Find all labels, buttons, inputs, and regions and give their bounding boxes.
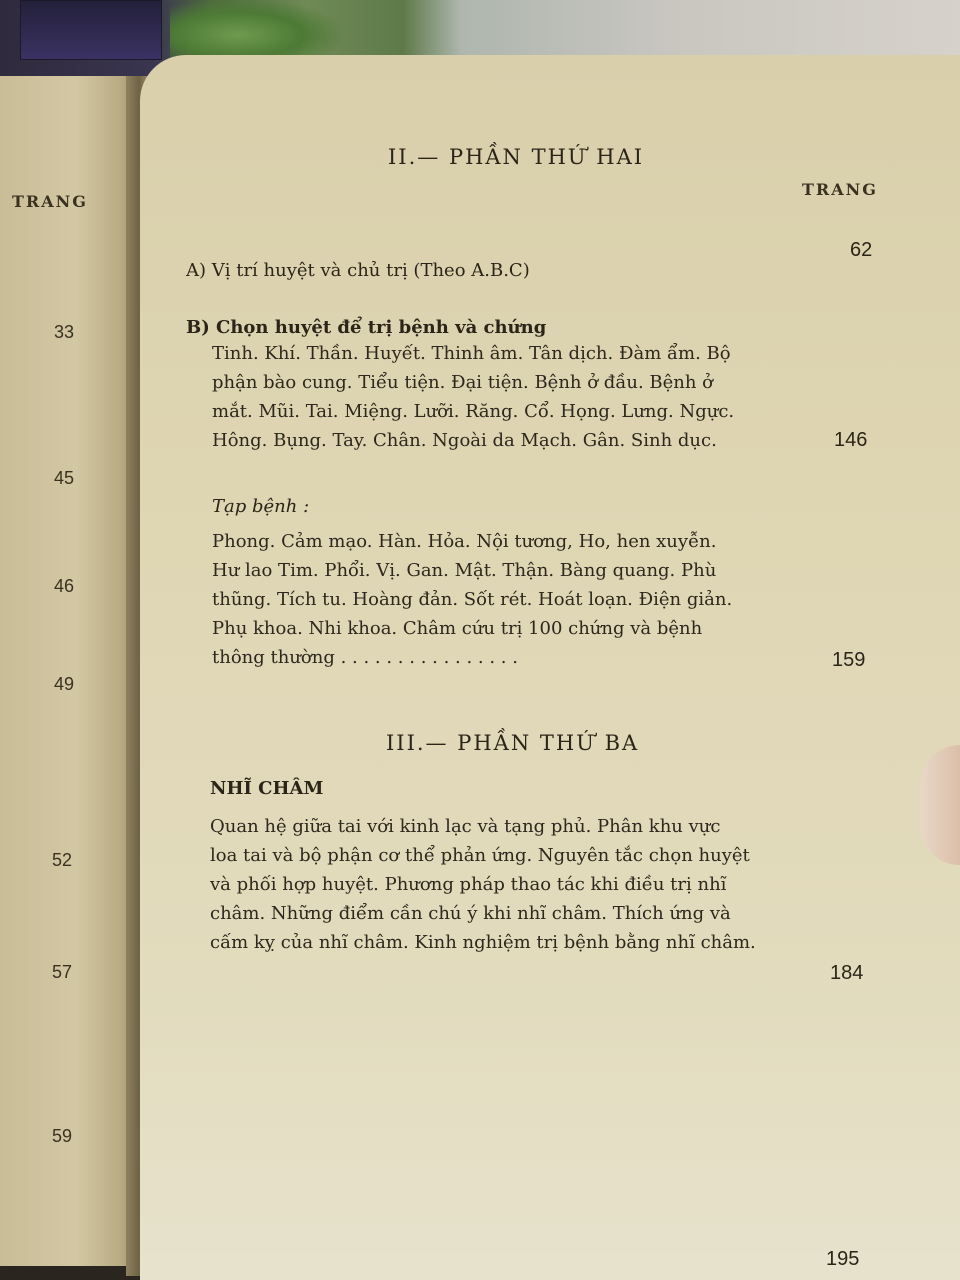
tap-benh-line: Hư lao Tim. Phổi. Vị. Gan. Mật. Thận. Bàng quang. Phù — [212, 560, 717, 581]
left-page-number: 46 — [54, 576, 75, 596]
left-page — [0, 76, 138, 1266]
tap-benh-text — [212, 527, 732, 672]
tap-benh-page: 159 — [832, 649, 866, 671]
item-b-line: Hông. Bụng. Tay. Chân. Ngoài da Mạch. Gân. Sinh dục. — [212, 430, 717, 451]
nhi-cham-line: châm. Những điểm cần chú ý khi nhĩ châm. Thích ứng và — [210, 903, 731, 924]
nhi-cham-line: cấm kỵ của nhĩ châm. Kinh nghiệm trị bệnh bằng nhĩ châm. — [210, 932, 756, 953]
left-page-number: 45 — [54, 468, 75, 488]
tap-benh-line: Phụ khoa. Nhi khoa. Châm cứu trị 100 chứng và bệnh — [212, 618, 703, 639]
nhi-cham-line: Quan hệ giữa tai với kinh lạc và tạng phủ. Phân khu vực — [210, 816, 721, 837]
left-page-number: 49 — [54, 674, 75, 694]
finger — [920, 745, 960, 865]
left-trang-label: TRANG — [12, 192, 88, 211]
nhi-cham-line: và phối hợp huyệt. Phương pháp thao tác khi điều trị nhĩ — [210, 874, 727, 895]
nhi-cham-heading: NHĨ CHÂM — [210, 778, 324, 799]
left-page-number: 57 — [52, 962, 73, 982]
background-book — [20, 0, 162, 60]
item-b-page: 146 — [834, 429, 868, 451]
section-two-heading: II.— PHẦN THỨ HAI — [388, 145, 645, 169]
left-page-number: 33 — [54, 322, 75, 342]
item-b-text — [212, 339, 734, 455]
item-b-label: B) Chọn huyệt để trị bệnh và chứng — [186, 317, 547, 338]
item-a-page: 62 — [850, 239, 873, 261]
tap-benh-line: thông thường . . . . . . . . . . . . . . . . — [212, 647, 518, 668]
nhi-cham-page: 184 — [830, 962, 864, 984]
page-number: 195 — [826, 1248, 860, 1270]
item-b-line: phận bào cung. Tiểu tiện. Đại tiện. Bệnh ở đầu. Bệnh ở — [212, 372, 714, 393]
nhi-cham-line: loa tai và bộ phận cơ thể phản ứng. Nguyên tắc chọn huyệt — [210, 845, 750, 866]
tap-benh-label: Tạp bệnh : — [212, 496, 310, 517]
item-b-line: Tinh. Khí. Thần. Huyết. Thinh âm. Tân dịch. Đàm ẩm. Bộ — [212, 343, 731, 364]
section-three-heading: III.— PHẦN THỨ BA — [386, 731, 640, 755]
item-b-line: mắt. Mũi. Tai. Miệng. Lưỡi. Răng. Cổ. Họng. Lưng. Ngực. — [212, 401, 735, 422]
nhi-cham-text — [210, 812, 756, 957]
tap-benh-line: thũng. Tích tu. Hoàng đản. Sốt rét. Hoát loạn. Điện giản. — [212, 589, 733, 610]
left-page-number: 59 — [52, 1126, 73, 1146]
right-trang-label: TRANG — [802, 180, 878, 199]
left-page-number: 52 — [52, 850, 73, 870]
right-page — [140, 55, 960, 1280]
tap-benh-line: Phong. Cảm mạo. Hàn. Hỏa. Nội tương, Ho, hen xuyễn. — [212, 531, 717, 552]
item-a-label: A) Vị trí huyệt và chủ trị (Theo A.B.C) — [186, 260, 530, 281]
